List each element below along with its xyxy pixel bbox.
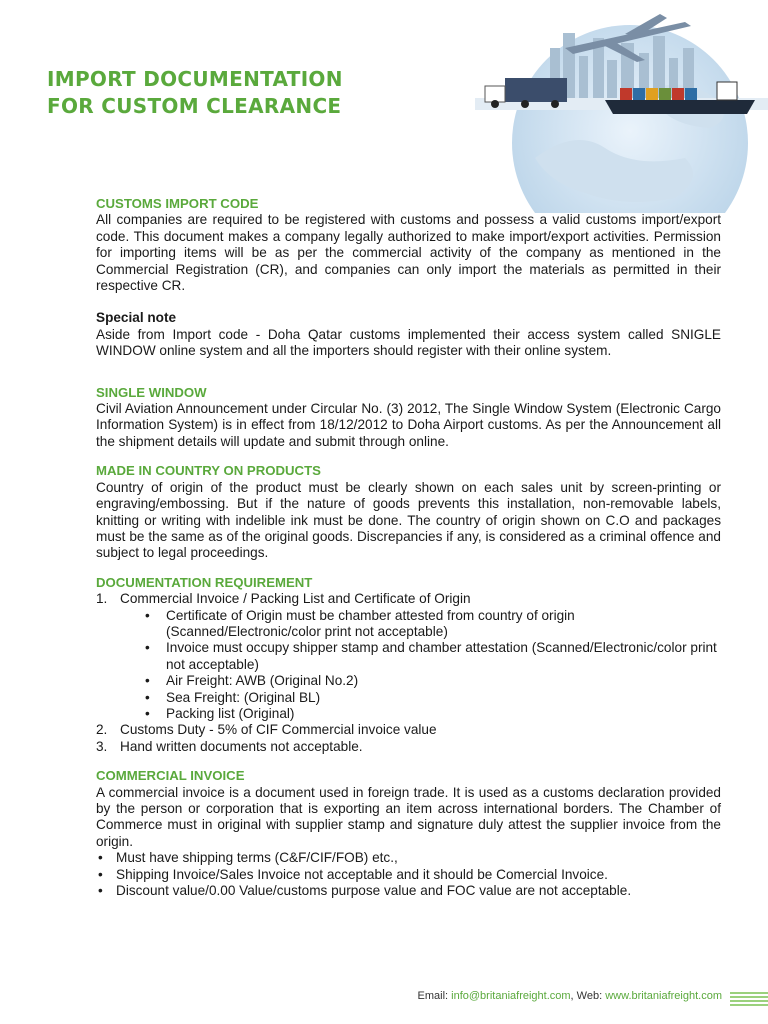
title-line-1: IMPORT DOCUMENTATION (47, 67, 343, 91)
list-item (144, 640, 721, 673)
sub-item-text: Invoice must occupy shipper stamp and chamber attestation (Scanned/Electronic/color print not acceptable) (166, 640, 717, 672)
bullet-text: Discount value/0.00 Value/customs purpose value and FOC value are not acceptable. (116, 883, 632, 899)
title-line-2: FOR CUSTOM CLEARANCE (47, 94, 342, 118)
list-item (96, 722, 721, 738)
made-in-country-text: Country of origin of the product must be clearly shown on each sales unit by screen-printing or engraving/embossing. But if the nature of goods prevents this installation, non-removable labels, knitting or writing with indelible ink must be done. The country of origin shown on C.O and packages must be the same as of the original goods. Discrepancies if any, is considered as a criminal offence and subject to legal proceedings. (96, 479, 721, 561)
web-label: Web: (576, 990, 603, 1002)
list-item (144, 706, 721, 722)
bullet-dot-icon: • (98, 883, 103, 899)
heading-customs-import-code: CUSTOMS IMPORT CODE (96, 196, 259, 211)
requirement-sub-list (120, 608, 721, 723)
bullet-dot-icon: • (145, 640, 150, 656)
list-item (96, 867, 721, 883)
commercial-invoice-text: A commercial invoice is a document used in foreign trade. It is used as a customs declaration provided by the person or corporation that is exporting an item across international borders. The Chamber of Commerce must in original with supplier stamp and signature duly attest the supplier invoice from the origin. (96, 784, 721, 849)
bullet-dot-icon: • (98, 866, 103, 882)
web-link[interactable]: www.britaniafreight.com (605, 990, 722, 1002)
list-item (144, 608, 721, 641)
heading-single-window: SINGLE WINDOW (96, 384, 207, 400)
bullet-dot-icon: • (98, 850, 103, 866)
list-item (96, 739, 721, 755)
list-number: 2. (96, 722, 108, 738)
list-item (96, 850, 721, 866)
requirement-2-text: Customs Duty - 5% of CIF Commercial invoice value (120, 722, 437, 738)
single-window-text: Civil Aviation Announcement under Circular No. (3) 2012, The Single Window System (Electronic Cargo Information System) is in effect from 18/12/2012 to Doha Airport customs. As per the Announcement all the shipment details will update and submit through online. (96, 401, 721, 449)
list-item (144, 673, 721, 689)
bullet-text: Must have shipping terms (C&F/CIF/FOB) etc., (116, 850, 398, 866)
commercial-invoice-bullets (96, 850, 721, 899)
sub-item-text: Air Freight: AWB (Original No.2) (166, 673, 359, 689)
bullet-dot-icon: • (145, 673, 150, 689)
email-link[interactable]: info@britaniafreight.com (451, 990, 571, 1002)
bullet-dot-icon: • (145, 705, 150, 721)
special-note-text: Aside from Import code - Doha Qatar customs implemented their access system called SNIGLE WINDOW online system and all the importers should register with their online system. (96, 326, 721, 359)
list-item (96, 591, 721, 722)
list-item (96, 883, 721, 899)
sub-item-text: Packing list (Original) (166, 705, 295, 721)
heading-made-in-country: MADE IN COUNTRY ON PRODUCTS (96, 463, 321, 479)
footer-decoration (730, 992, 768, 1010)
requirement-list (96, 591, 721, 755)
requirement-1-text: Commercial Invoice / Packing List and Certificate of Origin (120, 591, 471, 607)
freight-globe-illustration-icon (455, 8, 768, 213)
heading-commercial-invoice: COMMERCIAL INVOICE (96, 768, 245, 784)
list-number: 1. (96, 591, 108, 607)
document-body (96, 196, 721, 899)
special-note-heading: Special note (96, 310, 177, 326)
page-title (47, 66, 407, 120)
bullet-dot-icon: • (145, 607, 150, 623)
sub-item-text: Sea Freight: (Original BL) (166, 689, 321, 705)
heading-documentation-requirement: DOCUMENTATION REQUIREMENT (96, 574, 313, 590)
sub-item-text: Certificate of Origin must be chamber attested from country of origin (Scanned/Electronic/color print not acceptable) (166, 607, 575, 639)
requirement-3-text: Hand written documents not acceptable. (120, 738, 363, 754)
list-item (144, 690, 721, 706)
footer-contact: Email: info@britaniafreight.com, Web: www.britaniafreight.com (417, 990, 722, 1002)
bullet-dot-icon: • (145, 689, 150, 705)
list-number: 3. (96, 738, 108, 754)
bullet-text: Shipping Invoice/Sales Invoice not acceptable and it should be Comercial Invoice. (116, 866, 608, 882)
customs-import-code-text: All companies are required to be registered with customs and possess a valid customs import/export code. This document makes a company legally authorized to make import/export activities. Permission for importing items will be as per the commercial activity of the company as mentioned in the Commercial Registration (CR), and companies can only import the materials as permitted in their respective CR. (96, 212, 721, 294)
email-label: Email: (417, 990, 449, 1002)
